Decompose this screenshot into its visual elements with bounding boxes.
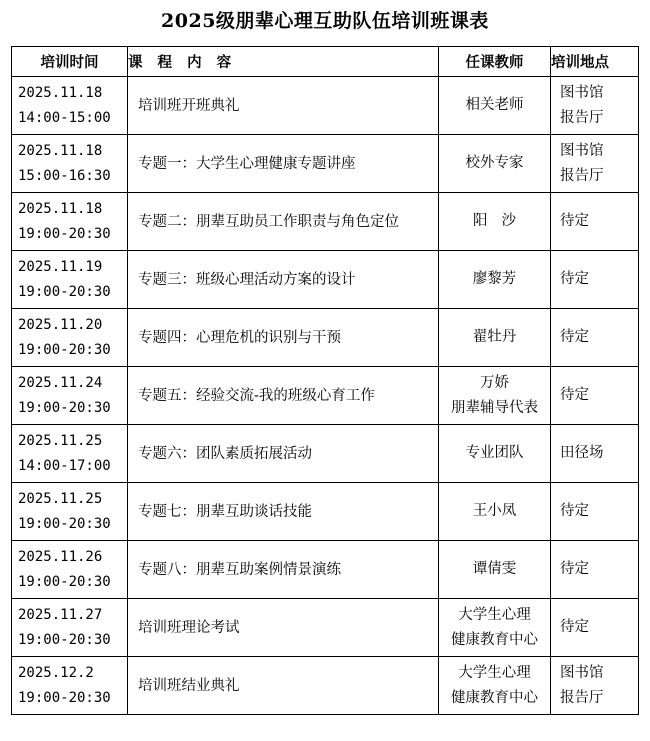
place-line-1: 待定 [560, 619, 589, 635]
time-range-text: 19:00-20:30 [18, 283, 111, 300]
content-cell: 专题八：朋辈互助案例情景演练 [128, 541, 439, 599]
content-cell: 专题二：朋辈互助员工作职责与角色定位 [128, 193, 439, 251]
teacher-line-1: 专业团队 [465, 445, 524, 461]
content-cell: 培训班理论考试 [128, 599, 439, 657]
table-row [12, 483, 639, 541]
teacher-cell [439, 135, 551, 193]
time-range-text: 19:00-20:30 [18, 341, 111, 358]
teacher-line-1: 校外专家 [465, 155, 524, 171]
table-row [12, 193, 639, 251]
header-place: 培训地点 [551, 47, 639, 77]
date-text: 2025.11.26 [18, 548, 103, 565]
date-text: 2025.11.24 [18, 374, 103, 391]
header-row [12, 47, 639, 77]
date-text: 2025.11.18 [18, 142, 103, 159]
content-cell: 专题四：心理危机的识别与干预 [128, 309, 439, 367]
header-teacher: 任课教师 [439, 47, 551, 77]
time-range-text: 14:00-15:00 [18, 109, 111, 126]
place-line-2: 报告厅 [560, 167, 604, 184]
schedule-table [11, 46, 639, 715]
teacher-cell [439, 77, 551, 135]
place-cell [551, 541, 639, 599]
content-cell: 专题六：团队素质拓展活动 [128, 425, 439, 483]
date-text: 2025.11.25 [18, 432, 103, 449]
teacher-line-1: 谭倩雯 [472, 561, 517, 577]
time-cell [12, 77, 128, 135]
time-range-text: 14:00-17:00 [18, 457, 111, 474]
header-content: 课 程 内 容 [128, 47, 439, 77]
place-line-1: 待定 [560, 387, 589, 403]
place-line-2: 报告厅 [560, 109, 604, 126]
content-cell: 专题一：大学生心理健康专题讲座 [128, 135, 439, 193]
place-line-1: 图书馆 [560, 664, 604, 681]
teacher-line-1: 大学生心理 [458, 606, 531, 623]
time-cell [12, 135, 128, 193]
teacher-line-1: 廖黎芳 [472, 271, 517, 287]
table-row [12, 425, 639, 483]
date-text: 2025.11.27 [18, 606, 103, 623]
teacher-cell [439, 367, 551, 425]
teacher-line-1: 万娇 [480, 374, 509, 391]
teacher-cell [439, 599, 551, 657]
place-cell [551, 309, 639, 367]
content-cell: 培训班开班典礼 [128, 77, 439, 135]
place-cell [551, 193, 639, 251]
table-row [12, 367, 639, 425]
table-row [12, 599, 639, 657]
time-cell [12, 541, 128, 599]
date-text: 2025.11.18 [18, 200, 103, 217]
table-row [12, 541, 639, 599]
place-cell [551, 77, 639, 135]
time-range-text: 19:00-20:30 [18, 399, 111, 416]
place-line-1: 待定 [560, 561, 589, 577]
teacher-cell [439, 309, 551, 367]
teacher-cell [439, 193, 551, 251]
place-cell [551, 135, 639, 193]
date-text: 2025.11.20 [18, 316, 103, 333]
teacher-line-1: 王小凤 [472, 503, 517, 519]
time-cell [12, 309, 128, 367]
page-title: 2025级朋辈心理互助队伍培训班课表 [161, 10, 489, 32]
place-line-1: 田径场 [560, 445, 604, 461]
time-range-text: 19:00-20:30 [18, 689, 111, 706]
place-line-1: 图书馆 [560, 142, 604, 159]
place-line-1: 待定 [560, 213, 589, 229]
content-cell: 培训班结业典礼 [128, 657, 439, 715]
table-row [12, 251, 639, 309]
time-cell [12, 367, 128, 425]
teacher-line-2: 健康教育中心 [451, 689, 538, 706]
content-cell: 专题七：朋辈互助谈话技能 [128, 483, 439, 541]
table-row [12, 309, 639, 367]
content-cell: 专题三：班级心理活动方案的设计 [128, 251, 439, 309]
place-cell [551, 251, 639, 309]
place-line-2: 报告厅 [560, 689, 604, 706]
time-cell [12, 193, 128, 251]
place-line-1: 图书馆 [560, 84, 604, 101]
date-text: 2025.12.2 [18, 664, 94, 681]
table-row [12, 135, 639, 193]
teacher-cell [439, 657, 551, 715]
time-cell [12, 599, 128, 657]
teacher-line-1: 大学生心理 [458, 664, 531, 681]
teacher-cell [439, 425, 551, 483]
time-range-text: 19:00-20:30 [18, 515, 111, 532]
place-line-1: 待定 [560, 503, 589, 519]
time-cell [12, 251, 128, 309]
place-cell [551, 367, 639, 425]
teacher-cell [439, 251, 551, 309]
place-line-1: 待定 [560, 271, 589, 287]
time-range-text: 19:00-20:30 [18, 631, 111, 648]
time-range-text: 19:00-20:30 [18, 573, 111, 590]
header-time: 培训时间 [12, 47, 128, 77]
teacher-line-2: 朋辈辅导代表 [451, 399, 538, 416]
teacher-cell [439, 483, 551, 541]
time-cell [12, 657, 128, 715]
content-cell: 专题五：经验交流-我的班级心育工作 [128, 367, 439, 425]
place-line-1: 待定 [560, 329, 589, 345]
table-row [12, 657, 639, 715]
place-cell [551, 483, 639, 541]
teacher-line-1: 翟牡丹 [472, 329, 517, 345]
place-cell [551, 657, 639, 715]
place-cell [551, 425, 639, 483]
teacher-line-2: 健康教育中心 [451, 631, 538, 648]
date-text: 2025.11.19 [18, 258, 103, 275]
teacher-line-1: 相关老师 [465, 97, 524, 113]
time-cell [12, 483, 128, 541]
time-cell [12, 425, 128, 483]
date-text: 2025.11.25 [18, 490, 103, 507]
time-range-text: 19:00-20:30 [18, 225, 111, 242]
place-cell [551, 599, 639, 657]
teacher-line-1: 阳沙 [473, 213, 530, 229]
teacher-cell [439, 541, 551, 599]
time-range-text: 15:00-16:30 [18, 167, 111, 184]
date-text: 2025.11.18 [18, 84, 103, 101]
table-row [12, 77, 639, 135]
